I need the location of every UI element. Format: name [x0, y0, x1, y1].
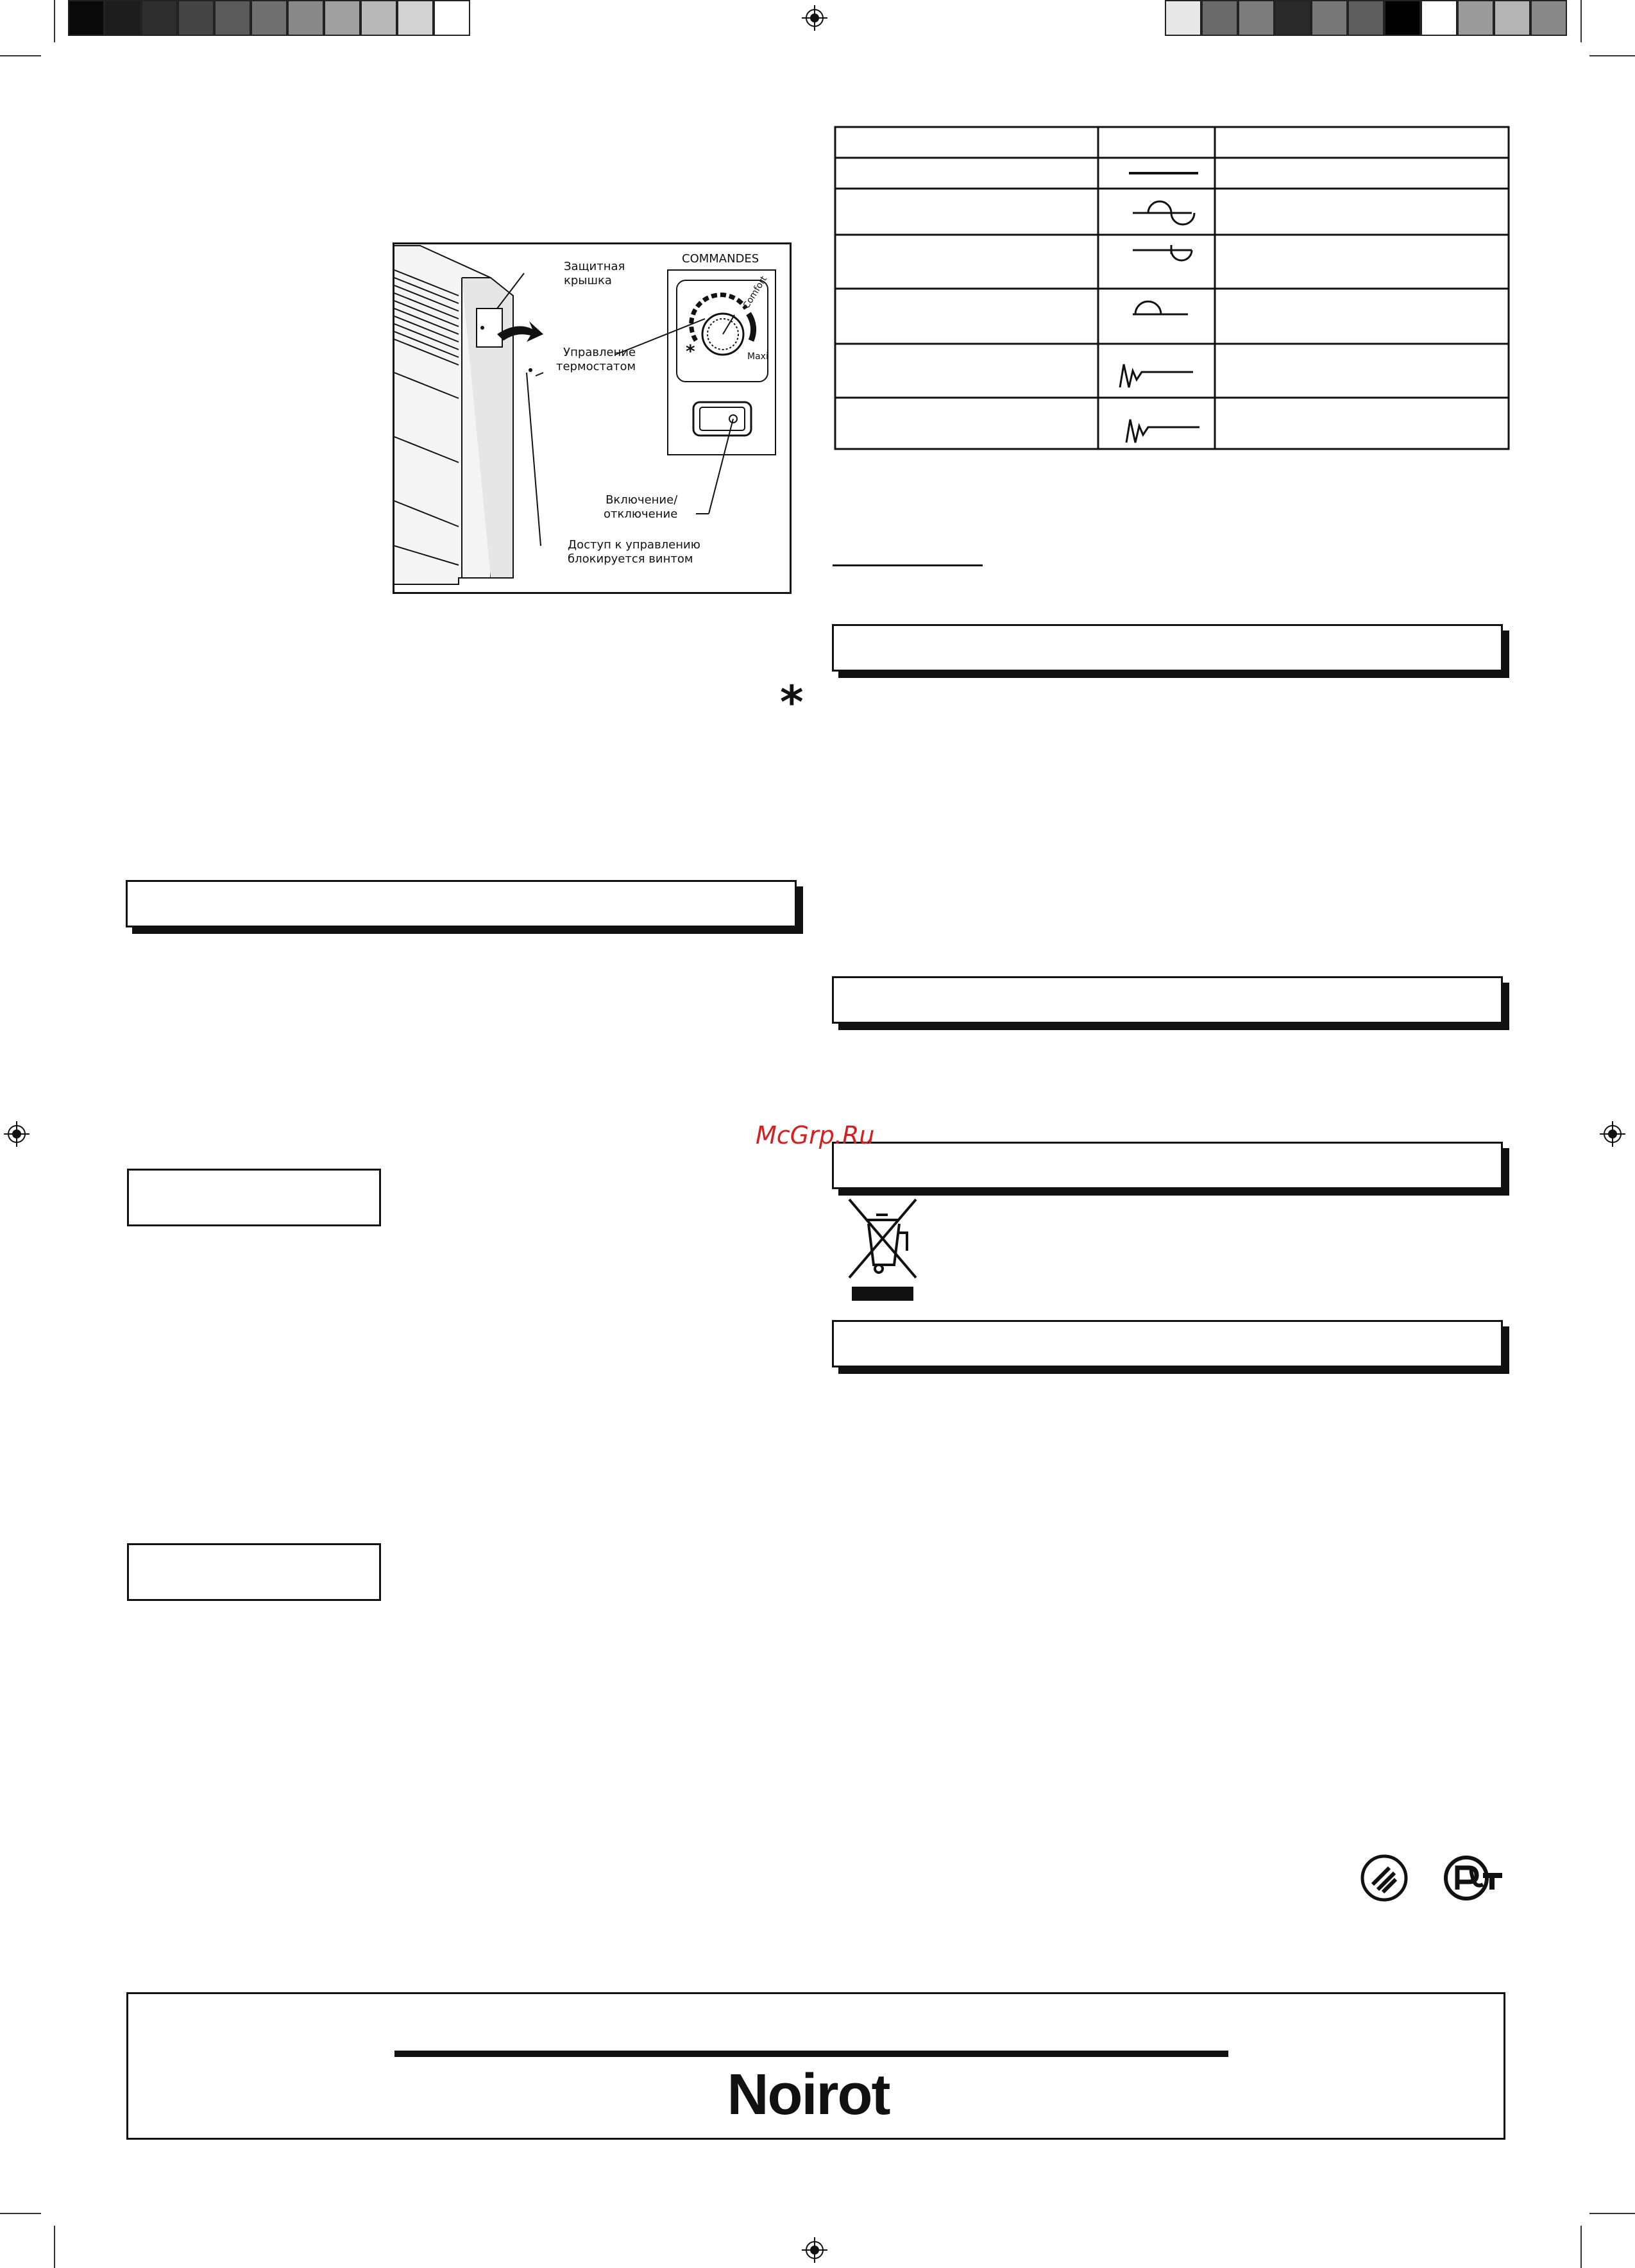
heater-controls-figure — [393, 242, 792, 594]
watermark[interactable]: McGrp.Ru — [756, 1121, 875, 1149]
signal-pulse-icon — [1120, 364, 1193, 387]
trim-mark — [1589, 2213, 1635, 2214]
signal-sine-half-lower-icon — [1133, 245, 1192, 260]
calibration-swatch — [251, 0, 287, 36]
trim-mark — [0, 55, 41, 56]
label-commandes: COMMANDES — [682, 252, 759, 266]
certification-mark-icon — [1359, 1852, 1410, 1904]
signal-sine-full-icon — [1133, 201, 1194, 224]
crossed-bin-icon — [840, 1194, 924, 1303]
signal-pulse-icon — [1126, 419, 1199, 443]
label-onoff: Включение/ отключение — [604, 493, 678, 521]
calibration-swatch — [1311, 0, 1348, 36]
calibration-swatch — [1348, 0, 1384, 36]
heading-box — [832, 1320, 1503, 1367]
label-thermostat: Управление термостатом — [556, 346, 636, 373]
heading-box — [832, 624, 1503, 672]
brand-logo: Noirot — [727, 2063, 890, 2127]
calibration-swatch — [1275, 0, 1311, 36]
calibration-swatch — [1201, 0, 1238, 36]
dial-star: * — [686, 341, 695, 362]
footer-rule — [394, 2051, 1228, 2057]
calibration-swatch — [1384, 0, 1421, 36]
calibration-swatch — [434, 0, 470, 36]
footnote-asterisk: * — [780, 676, 804, 729]
calibration-swatch — [397, 0, 434, 36]
calibration-swatch — [324, 0, 360, 36]
calibration-swatch — [1457, 0, 1494, 36]
note-box — [127, 1169, 381, 1226]
dial-label-maxi: Maxi — [747, 351, 768, 362]
gost-r-mark-icon — [1443, 1852, 1507, 1904]
signal-table — [834, 126, 1511, 452]
calibration-swatch — [360, 0, 397, 36]
label-screw-lock: Доступ к управлению блокируется винтом — [568, 538, 700, 566]
calibration-swatch — [1421, 0, 1457, 36]
heading-box — [832, 1142, 1503, 1189]
heading-box — [832, 976, 1503, 1024]
calibration-swatch — [1530, 0, 1567, 36]
calibration-swatch — [178, 0, 214, 36]
heading-box — [126, 880, 797, 927]
trim-mark — [1589, 55, 1635, 56]
label-cover: Защитная крышка — [564, 260, 625, 287]
registration-mark-bottom — [802, 2237, 827, 2263]
note-box — [127, 1543, 381, 1601]
calibration-swatch — [1494, 0, 1530, 36]
registration-mark-right — [1600, 1121, 1625, 1147]
signal-sine-half-upper-icon — [1133, 301, 1188, 314]
trim-mark — [1580, 0, 1582, 42]
dial-label-comfort: Comfort — [741, 274, 770, 311]
calibration-swatch — [105, 0, 141, 36]
trim-mark — [54, 0, 55, 42]
calibration-swatch — [214, 0, 251, 36]
calibration-swatch — [68, 0, 105, 36]
calibration-swatch — [1238, 0, 1275, 36]
trim-mark — [1580, 2226, 1582, 2268]
trim-mark — [0, 2213, 41, 2214]
calibration-swatch — [141, 0, 178, 36]
section-underline — [833, 564, 983, 566]
calibration-swatch — [1165, 0, 1201, 36]
registration-mark-left — [4, 1121, 30, 1147]
trim-mark — [54, 2226, 55, 2268]
calibration-swatch — [287, 0, 324, 36]
registration-mark-top — [802, 5, 827, 31]
